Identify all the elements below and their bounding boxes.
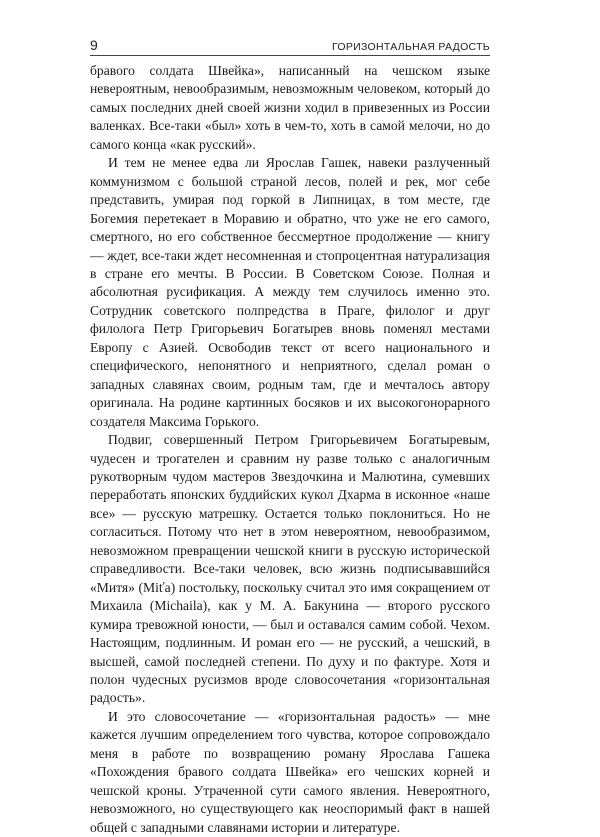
body-text <box>90 62 490 837</box>
paragraph-1: бравого солдата Швейка», написанный на чешском языке невероятным, невообразимым, невозможным человеком, который до самых последних дней своей жизни ходил в привезенных из России валенках. Все-таки «был» хоть в чем-то, хоть в самой мелочи, но до самого конца «как русский». <box>90 63 490 152</box>
running-head <box>90 33 490 53</box>
running-title: ГОРИЗОНТАЛЬНАЯ РАДОСТЬ <box>331 41 490 53</box>
paragraph-4: И это словосочетание — «горизонтальная радость» — мне кажется лучшим определением того чувства, которое сопровождало меня в работе по возвращению роману Ярослава Гашека «Похождения бравого солдата Швейка» его чешских корней и чешской кроны. Утраченной сути самого явления. Невероятного, невозможного, но существующего как неоспоримый факт в нашей общей с западными славянами истории и литературе. <box>90 708 490 835</box>
paragraph-2: И тем не менее едва ли Ярослав Гашек, навеки разлученный коммунизмом с большой страной лесов, полей и рек, мог себе представить, умирая под горкой в Липницах, в том месте, где Богемия перетекает в Моравию и обратно, что уже не его самого, смертного, но его собственное бессмертное продолжение — книгу — ждет, все-таки ждет несомненная и стопроцентная натурализация в стране его мечты. В России. В Советском Союзе. Полная и абсолютная русификация. А между тем случилось именно это. Сотрудник советского полпредства в Праге, филолог и друг филолога Петр Григорьевич Богатырев вновь поменял местами Европу с Азией. Освободив текст от всего национального и специфического, непонятного и неприятного, сделал роман о западных славянах своим, родным там, где и мечталось автору оригинала. На родине картинных босяков и их высокогонорарного создателя Максима Горького. <box>90 155 490 429</box>
paragraph-3: Подвиг, совершенный Петром Григорьевичем Богатыревым, чудесен и трогателен и сравним ну разве только с аналогичным рукотворным чудом мастеров Звездочкина и Малютина, сумевших переработать японских буддийских кукол Дхарма в исконное «наше все» — русскую матрешку. Остается только поклониться. Но не согласиться. Потому что нет в этом невероятном, невообразимом, невозможном превращении чешской книги в русскую исторической справедливости. Все-таки человек, всю жизнь подписывавшийся «Митя» (Miťa) постольку, поскольку считал это имя сокращением от Михаила (Michaila), как у М. А. Бакунина — второго русского кумира тревожной юности, — был и оставался самим собой. Чехом. Настоящим, подлинным. И роман его — не русский, а чешский, в высшей, самой последней степени. По духу и по фактуре. Хотя и полон чудесных русизмов вроде словосочетания «горизонтальная радость». <box>90 432 490 706</box>
page-number: 9 <box>90 37 98 53</box>
header-rule <box>90 55 490 56</box>
